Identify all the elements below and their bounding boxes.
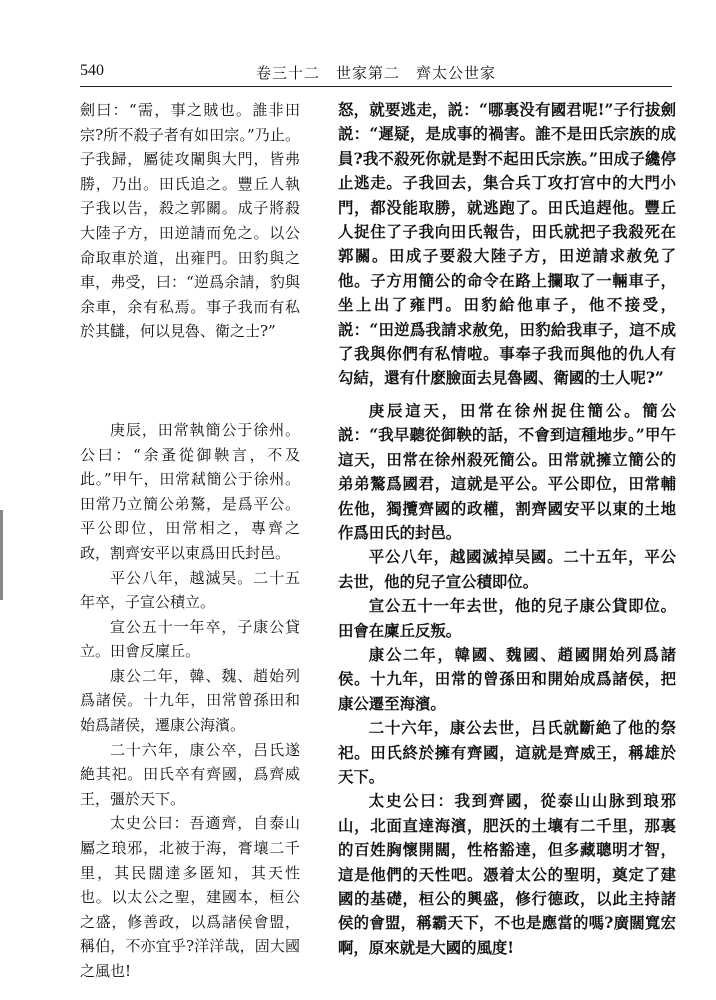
- classical-paragraph-4: 宣公五十一年卒，子康公貸立。田會反廩丘。: [80, 617, 300, 661]
- translation-paragraph-5: 康公二年，韓國、魏國、趙國開始列爲諸侯。十九年，田常的曾孫田和開始成爲諸侯，把康公遷至海濱。: [338, 645, 676, 713]
- paragraph-gap: [80, 344, 300, 418]
- classical-paragraph-2: 庚辰，田常執簡公于徐州。公曰：“余蚤從御鞅言，不及此。”甲午，田常弒簡公于徐州。田常乃立簡公弟驁，是爲平公。平公即位，田常相之，專齊之政，割齊安平以東爲田氏封邑。: [80, 420, 300, 562]
- header-rule: [80, 86, 672, 87]
- paragraph-gap: [338, 391, 676, 399]
- translation-paragraph-7: 太史公曰：我到齊國，從泰山山脉到琅邪山，北面直達海濱，肥沃的土壤有二千里，那裏的百姓胸懷開闊，性格豁達，但多藏聰明才智，這是他們的天性吧。憑着太公的聖明，奠定了建國的基礎，桓公的興盛，修行德政，以此主持諸侯的會盟，稱霸天下，不也是應當的嗎?廣闊寬宏啊，原來就是大國的風度!: [338, 792, 676, 957]
- translation-paragraph-2: 庚辰這天，田常在徐州捉住簡公。簡公説：“我早聽從御鞅的話，不會到這種地步。”甲午這天，田常在徐州殺死簡公。田常就擁立簡公的弟弟驁爲國君，這就是平公。平公即位，田常輔佐他，獨攬齊國的政權，割齊國安平以東的土地作爲田氏的封邑。: [338, 401, 676, 542]
- classical-paragraph-1: 劍曰：“需，事之賊也。誰非田宗?所不殺子者有如田宗。”乃止。子我歸，屬徒攻闈與大門，皆弗勝，乃出。田氏追之。豐丘人執子我以告，殺之郭關。成子將殺大陸子方，田逆請而免之。以公命取車於道，出雍門。田豹與之車，弗受，曰：“逆爲余請，豹與余車，余有私焉。事子我而有私於其讎，何以見魯、衛之士?”: [80, 101, 300, 341]
- translation-paragraph-6: 二十六年，康公去世，吕氏就斷絶了他的祭祀。田氏終於擁有齊國，這就是齊威王，稱雄於天下。: [338, 719, 676, 786]
- translation-paragraph-3: 平公八年，越國滅掉吴國。二十五年，平公去世，他的兒子宣公積即位。: [338, 548, 676, 591]
- page-header: [80, 60, 672, 86]
- translation-text-column: [338, 98, 676, 960]
- classical-paragraph-7: 太史公曰：吾適齊，自泰山屬之琅邪，北被于海，膏壤二千里，其民闊達多匿知，其天性也。以太公之聖，建國本，桓公之盛，修善政，以爲諸侯會盟，稱伯，不亦宜乎?洋洋哉，固大國之風也!: [80, 814, 300, 980]
- binding-edge-mark: [0, 510, 3, 600]
- classical-paragraph-6: 二十六年，康公卒，吕氏遂絶其祀。田氏卒有齊國，爲齊威王，彊於天下。: [80, 740, 300, 808]
- classical-paragraph-5: 康公二年，韓、魏、趙始列爲諸侯。十九年，田常曾孫田和始爲諸侯，遷康公海濱。: [80, 666, 300, 735]
- page-number: 540: [80, 62, 104, 79]
- translation-paragraph-4: 宣公五十一年去世，他的兒子康公貸即位。田會在廩丘反叛。: [338, 597, 676, 640]
- classical-paragraph-3: 平公八年，越滅吴。二十五年卒，子宣公積立。: [80, 568, 300, 612]
- running-title: 卷三十二 世家第二 齊太公世家: [255, 64, 496, 82]
- translation-paragraph-1: 怒，就要逃走，説：“哪裏没有國君呢!”子行拔劍説：“遲疑，是成事的禍害。誰不是田氏宗族的成員?我不殺死你就是對不起田氏宗族。”田成子纔停止逃走。子我回去，集合兵丁攻打宫中的大門小門，都没能取勝，就逃跑了。田氏追趕他。豐丘人捉住了子我向田氏報告，田氏就把子我殺死在郭關。田成子要殺大陸子方，田逆請求赦免了他。子方用簡公的命令在路上攔取了一輛車子，坐上出了雍門。田豹給他車子，他不接受，説：“田逆爲我請求赦免，田豹給我車子，這不成了我與你們有私情啦。事奉子我而與他的仇人有勾結，還有什麽臉面去見魯國、衛國的士人呢?”: [338, 101, 676, 388]
- classical-text-column: [80, 98, 300, 984]
